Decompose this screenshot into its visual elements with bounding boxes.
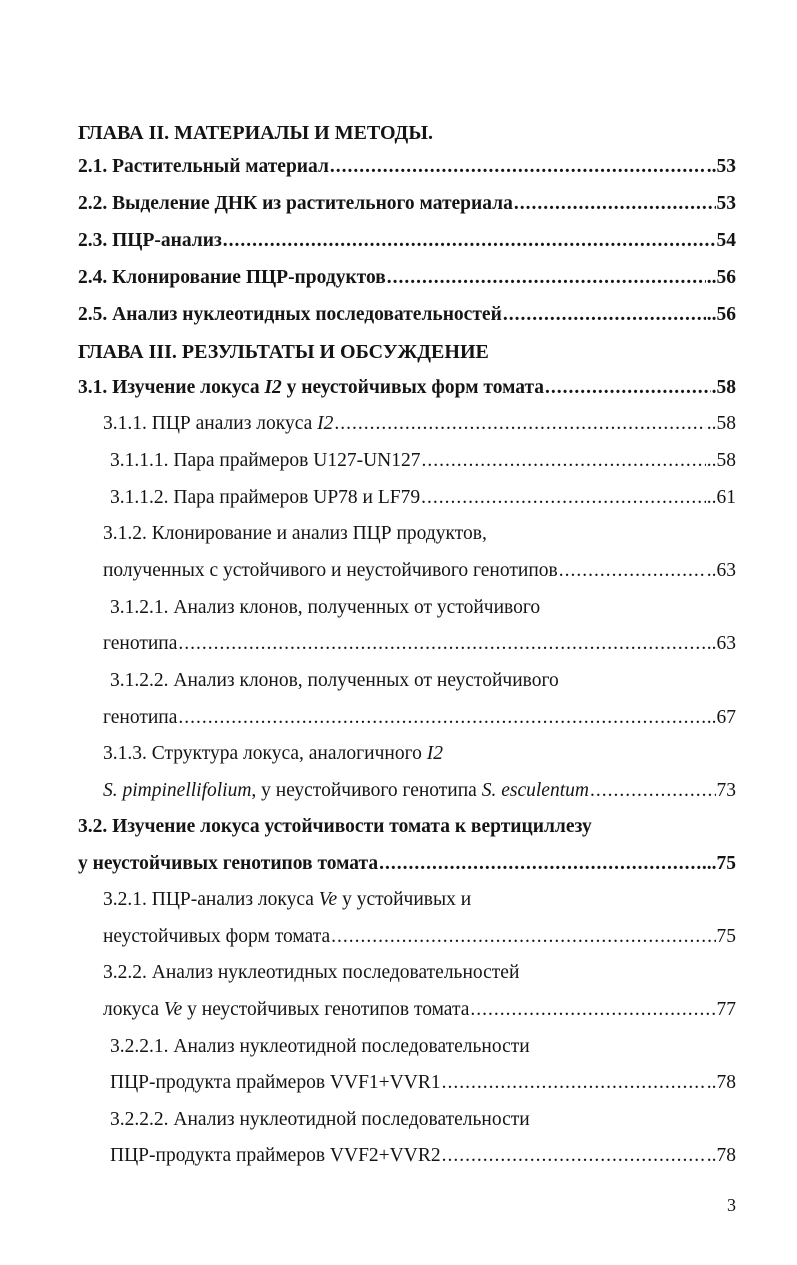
- toc-entry-label: генотипа: [103, 633, 178, 654]
- toc-page-number: 73: [716, 780, 736, 801]
- toc-page-number: ..61: [706, 487, 736, 508]
- locus-name: I2: [317, 413, 334, 434]
- toc-entry-label: 2.2. Выделение ДНК из растительного материала: [78, 193, 513, 214]
- toc-entry-3-1-2[interactable]: [103, 559, 736, 583]
- toc-entry-3-2[interactable]: [78, 852, 736, 876]
- leader-dots: [442, 1071, 706, 1095]
- toc-entry-3-2-2[interactable]: [103, 998, 736, 1022]
- toc-page-number: ..53: [706, 156, 736, 177]
- chapter-2-heading: ГЛАВА II. МАТЕРИАЛЫ И МЕТОДЫ.: [78, 122, 433, 144]
- toc-page-number: ..58: [706, 413, 736, 434]
- toc-entry-3-2-2-1[interactable]: [110, 1071, 736, 1095]
- toc-page-number: 53: [716, 193, 736, 214]
- locus-name: Ve: [163, 999, 183, 1020]
- toc-page-number: ...75: [701, 853, 736, 874]
- toc-entry-3-1-2-1-line1[interactable]: 3.1.2.1. Анализ клонов, полученных от устойчивого: [110, 597, 541, 618]
- species-name: S. pimpinellifolium: [103, 780, 252, 801]
- toc-page-number: ..63: [706, 560, 736, 581]
- leader-dots: [331, 925, 715, 949]
- leader-dots: [387, 266, 706, 290]
- toc-entry-3-1-1-1[interactable]: [110, 449, 736, 473]
- toc-entry-label: 2.3. ПЦР-анализ: [78, 230, 222, 251]
- leader-dots: [421, 486, 706, 510]
- toc-page-number: ..78: [706, 1072, 736, 1093]
- leader-dots: [330, 155, 706, 179]
- toc-entry-2-5[interactable]: [78, 303, 736, 327]
- toc-entry-3-2-2-line1[interactable]: 3.2.2. Анализ нуклеотидных последовательностей: [103, 962, 520, 983]
- locus-name: I2: [264, 377, 282, 398]
- leader-dots: [422, 449, 706, 473]
- species-name: S. esculentum: [481, 780, 589, 801]
- leader-dots: [559, 559, 706, 583]
- toc-entry-label: 2.5. Анализ нуклеотидных последовательностей: [78, 304, 502, 325]
- toc-entry-3-2-2-2-line1[interactable]: 3.2.2.2. Анализ нуклеотидной последовательности: [110, 1109, 530, 1130]
- toc-entry-label: 3.1. Изучение локуса I2 у неустойчивых форм томата: [78, 377, 545, 398]
- leader-dots: [223, 229, 716, 253]
- toc-entry-label: ПЦР-продукта праймеров VVF2+VVR2: [110, 1145, 441, 1166]
- toc-page-number: ..56: [706, 304, 736, 325]
- toc-entry-3-2-2-2[interactable]: [110, 1144, 736, 1168]
- leader-dots: [514, 192, 716, 216]
- locus-name: Ve: [318, 889, 338, 910]
- toc-page-number: ..63: [706, 633, 736, 654]
- toc-entry-3-1-1[interactable]: [103, 412, 736, 436]
- toc-page-number: 54: [716, 230, 736, 251]
- toc-page-number: .58: [711, 377, 736, 398]
- toc-page-number: ..78: [706, 1145, 736, 1166]
- toc-entry-3-1-2-line1[interactable]: 3.1.2. Клонирование и анализ ПЦР продуктов,: [103, 523, 487, 544]
- toc-entry-label: неустойчивых форм томата: [103, 926, 331, 947]
- toc-entry-3-2-1-line1[interactable]: 3.2.1. ПЦР-анализ локуса Ve у устойчивых и: [103, 889, 472, 910]
- toc-entry-label: локуса Ve у неустойчивых генотипов томата: [103, 999, 470, 1020]
- toc-page-number: ..58: [706, 450, 736, 471]
- toc-page-number: 75: [716, 926, 736, 947]
- toc-entry-label: 3.1.1.2. Пара праймеров UP78 и LF79: [110, 487, 421, 508]
- toc-entry-label: 2.4. Клонирование ПЦР-продуктов: [78, 267, 386, 288]
- page-number: 3: [727, 1195, 736, 1215]
- leader-dots: [590, 779, 716, 803]
- locus-name: I2: [426, 743, 443, 764]
- toc-entry-3-1[interactable]: [78, 376, 736, 400]
- toc-entry-3-1-1-2[interactable]: [110, 486, 736, 510]
- leader-dots: [470, 998, 715, 1022]
- toc-page-number: ..56: [706, 267, 736, 288]
- toc-entry-3-1-3-line1[interactable]: 3.1.3. Структура локуса, аналогичного I2: [103, 743, 443, 764]
- toc-entry-3-1-2-2[interactable]: [103, 706, 736, 730]
- leader-dots: [334, 412, 705, 436]
- toc-entry-3-2-line1[interactable]: 3.2. Изучение локуса устойчивости томата к вертициллезу: [78, 816, 592, 837]
- toc-entry-2-4[interactable]: [78, 266, 736, 290]
- toc-entry-2-2[interactable]: [78, 192, 736, 216]
- leader-dots: [545, 376, 711, 400]
- toc-entry-label: у неустойчивых генотипов томата: [78, 853, 379, 874]
- toc-entry-label: ПЦР-продукта праймеров VVF1+VVR1: [110, 1072, 441, 1093]
- toc-entry-label: S. pimpinellifolium, у неустойчивого генотипа S. esculentum: [103, 780, 589, 801]
- toc-entry-3-1-2-2-line1[interactable]: 3.1.2.2. Анализ клонов, полученных от неустойчивого: [110, 670, 559, 691]
- toc-entry-2-1[interactable]: [78, 155, 736, 179]
- toc-entry-label: 3.1.1.1. Пара праймеров U127-UN127: [110, 450, 421, 471]
- leader-dots: [178, 632, 705, 656]
- toc-entry-3-1-2-1[interactable]: [103, 632, 736, 656]
- toc-entry-label: генотипа: [103, 707, 178, 728]
- toc-entry-2-3[interactable]: [78, 229, 736, 253]
- leader-dots: [379, 852, 701, 876]
- leader-dots: [503, 303, 706, 327]
- toc-page-number: ..67: [706, 707, 736, 728]
- toc-entry-3-1-3[interactable]: [103, 779, 736, 803]
- leader-dots: [178, 706, 705, 730]
- toc-entry-label: 3.1.1. ПЦР анализ локуса I2: [103, 413, 334, 434]
- toc-entry-label: полученных с устойчивого и неустойчивого генотипов: [103, 560, 558, 581]
- toc-entry-3-2-1[interactable]: [103, 925, 736, 949]
- toc-entry-label: 2.1. Растительный материал: [78, 156, 329, 177]
- leader-dots: [442, 1144, 706, 1168]
- chapter-3-heading: ГЛАВА III. РЕЗУЛЬТАТЫ И ОБСУЖДЕНИЕ: [78, 341, 489, 363]
- toc-page-number: 77: [716, 999, 736, 1020]
- toc-entry-3-2-2-1-line1[interactable]: 3.2.2.1. Анализ нуклеотидной последовательности: [110, 1036, 530, 1057]
